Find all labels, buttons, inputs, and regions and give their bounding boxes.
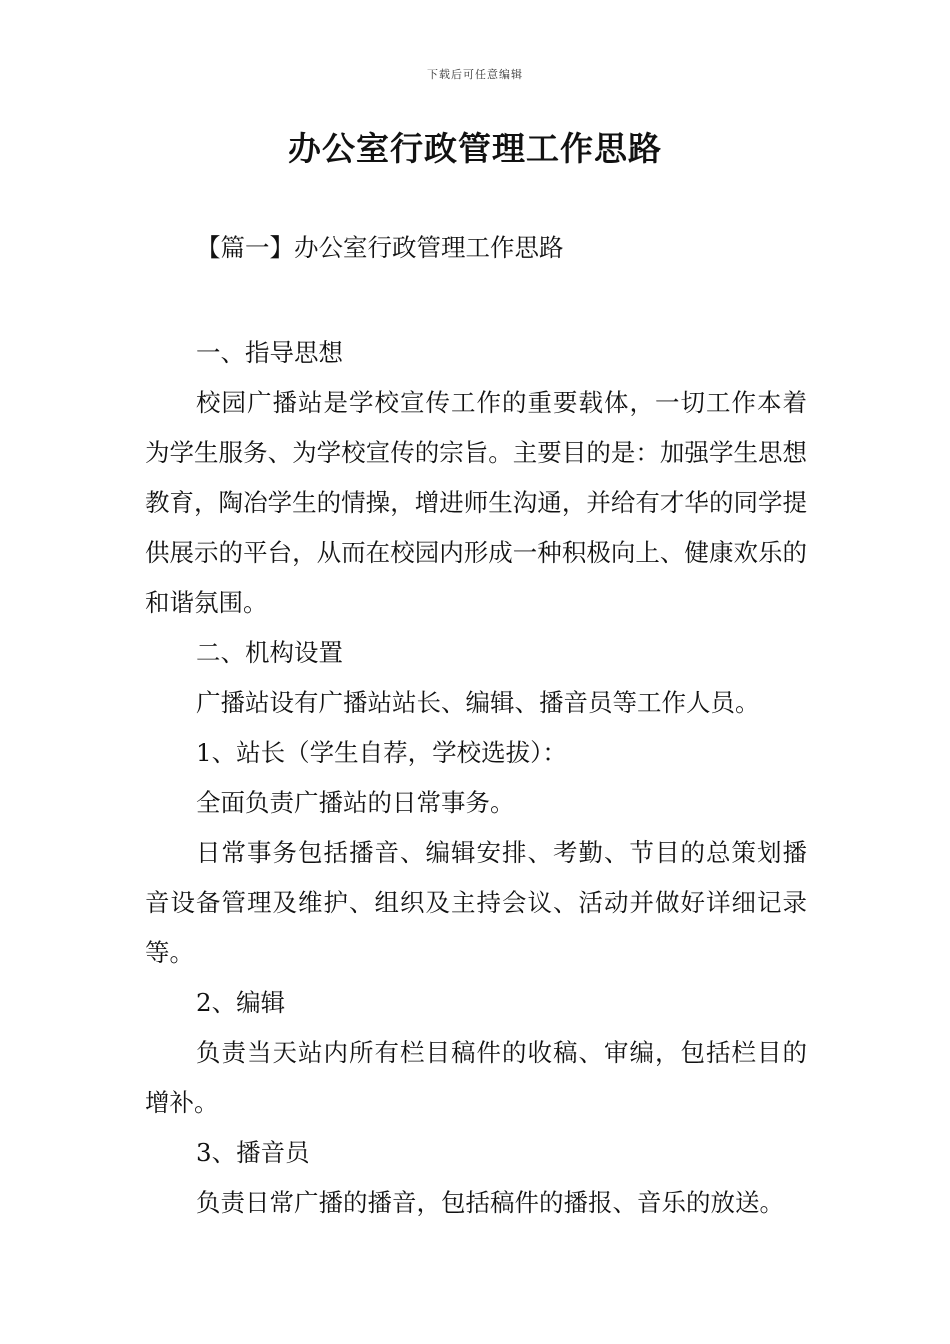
paragraph-staff: 广播站设有广播站站长、编辑、播音员等工作人员。 [196, 688, 760, 717]
subheading-station-head: 1、站长（学生自荐，学校选拔）： [196, 738, 567, 767]
section-title: 【篇一】办公室行政管理工作思路 [196, 233, 564, 262]
subheading-editor: 2、编辑 [196, 988, 286, 1017]
paragraph-head-duty: 全面负责广播站的日常事务。 [196, 788, 515, 817]
paragraph-announcer-duty: 负责日常广播的播音，包括稿件的播报、音乐的放送。 [196, 1188, 784, 1217]
document-body [145, 328, 807, 1228]
heading-guiding-ideology: 一、指导思想 [196, 338, 343, 367]
header-note: 下载后可任意编辑 [427, 68, 523, 81]
paragraph-daily-affairs: 日常事务包括播音、编辑安排、考勤、节目的总策划播音设备管理及维护、组织及主持会议、活动并做好详细记录等。 [145, 838, 807, 967]
paragraph-editor-duty: 负责当天站内所有栏目稿件的收稿、审编，包括栏目的增补。 [145, 1038, 807, 1117]
document-title: 办公室行政管理工作思路 [288, 129, 662, 168]
heading-organization: 二、机构设置 [196, 638, 343, 667]
paragraph-intro: 校园广播站是学校宣传工作的重要载体，一切工作本着为学生服务、为学校宣传的宗旨。主要目的是：加强学生思想教育，陶冶学生的情操，增进师生沟通，并给有才华的同学提供展示的平台，从而在校园内形成一种积极向上、健康欢乐的和谐氛围。 [145, 388, 807, 617]
subheading-announcer: 3、播音员 [196, 1138, 310, 1167]
